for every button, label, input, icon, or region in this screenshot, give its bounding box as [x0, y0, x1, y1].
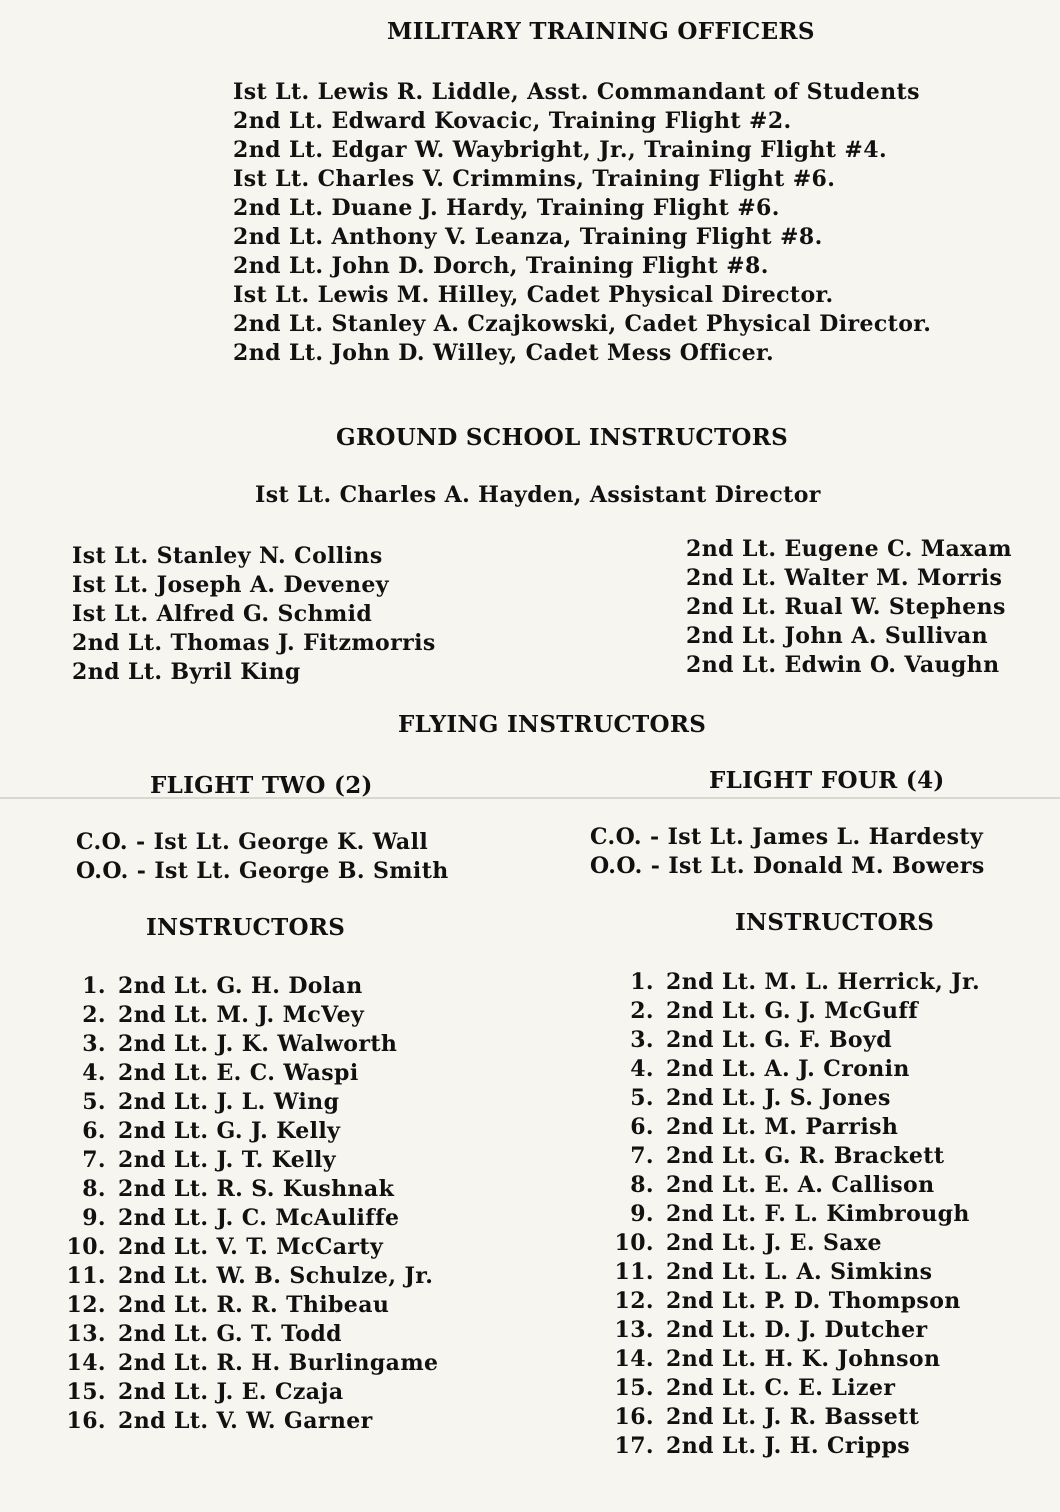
officer-line: 2nd Lt. Edward Kovacic, Training Flight #2.: [233, 108, 792, 134]
ground-instructor: 2nd Lt. Byril King: [72, 659, 301, 685]
list-item: 10. 2nd Lt. J. E. Saxe: [614, 1230, 882, 1256]
list-item: 7. 2nd Lt. G. R. Brackett: [630, 1143, 945, 1169]
flight-four-instructors-heading: INSTRUCTORS: [735, 909, 935, 936]
list-item: 11. 2nd Lt. L. A. Simkins: [614, 1259, 933, 1285]
list-item: 8. 2nd Lt. R. S. Kushnak: [82, 1176, 395, 1202]
flight-two-oo: O.O. - Ist Lt. George B. Smith: [76, 858, 449, 884]
officer-line: 2nd Lt. Stanley A. Czajkowski, Cadet Physical Director.: [233, 311, 932, 337]
list-item: 16. 2nd Lt. J. R. Bassett: [614, 1404, 920, 1430]
flight-two-instructors-heading: INSTRUCTORS: [146, 914, 346, 941]
officer-line: 2nd Lt. Duane J. Hardy, Training Flight #6.: [233, 195, 780, 221]
officer-line: 2nd Lt. Edgar W. Waybright, Jr., Training Flight #4.: [233, 137, 888, 163]
ground-instructor: 2nd Lt. Thomas J. Fitzmorris: [72, 630, 436, 656]
list-item: 13. 2nd Lt. D. J. Dutcher: [614, 1317, 928, 1343]
flight-four-co: C.O. - Ist Lt. James L. Hardesty: [590, 824, 984, 850]
list-item: 11. 2nd Lt. W. B. Schulze, Jr.: [66, 1263, 434, 1289]
ground-school-left-list: [72, 542, 436, 687]
list-item: 3. 2nd Lt. G. F. Boyd: [630, 1027, 892, 1053]
list-item: 15. 2nd Lt. J. E. Czaja: [66, 1379, 344, 1405]
ground-instructor: Ist Lt. Stanley N. Collins: [72, 543, 383, 569]
officer-line: 2nd Lt. John D. Willey, Cadet Mess Officer.: [233, 340, 775, 366]
military-officers-list: [233, 78, 931, 368]
ground-instructor: Ist Lt. Joseph A. Deveney: [72, 572, 389, 598]
military-officers-heading: MILITARY TRAINING OFFICERS: [387, 18, 815, 45]
list-item: 10. 2nd Lt. V. T. McCarty: [66, 1234, 384, 1260]
ground-instructor: 2nd Lt. Rual W. Stephens: [686, 594, 1006, 620]
list-item: 13. 2nd Lt. G. T. Todd: [66, 1321, 342, 1347]
list-item: 3. 2nd Lt. J. K. Walworth: [82, 1031, 398, 1057]
list-item: 1. 2nd Lt. M. L. Herrick, Jr.: [630, 969, 981, 995]
list-item: 6. 2nd Lt. G. J. Kelly: [82, 1118, 341, 1144]
officer-line: Ist Lt. Lewis M. Hilley, Cadet Physical Director.: [233, 282, 834, 308]
list-item: 2. 2nd Lt. G. J. McGuff: [630, 998, 919, 1024]
list-item: 12. 2nd Lt. P. D. Thompson: [614, 1288, 961, 1314]
list-item: 1. 2nd Lt. G. H. Dolan: [82, 973, 363, 999]
flight-four-heading: FLIGHT FOUR (4): [709, 767, 945, 794]
list-item: 2. 2nd Lt. M. J. McVey: [82, 1002, 365, 1028]
list-item: 14. 2nd Lt. H. K. Johnson: [614, 1346, 941, 1372]
list-item: 5. 2nd Lt. J. S. Jones: [630, 1085, 891, 1111]
ground-instructor: 2nd Lt. John A. Sullivan: [686, 623, 989, 649]
officer-line: 2nd Lt. John D. Dorch, Training Flight #8.: [233, 253, 769, 279]
ground-instructor: 2nd Lt. Edwin O. Vaughn: [686, 652, 1000, 678]
flight-four-oo: O.O. - Ist Lt. Donald M. Bowers: [590, 853, 985, 879]
list-item: 4. 2nd Lt. A. J. Cronin: [630, 1056, 910, 1082]
flying-instructors-heading: FLYING INSTRUCTORS: [398, 711, 707, 738]
list-item: 7. 2nd Lt. J. T. Kelly: [82, 1147, 336, 1173]
list-item: 12. 2nd Lt. R. R. Thibeau: [66, 1292, 390, 1318]
officer-line: 2nd Lt. Anthony V. Leanza, Training Flight #8.: [233, 224, 823, 250]
ground-school-director: Ist Lt. Charles A. Hayden, Assistant Director: [255, 482, 821, 508]
list-item: 6. 2nd Lt. M. Parrish: [630, 1114, 899, 1140]
list-item: 9. 2nd Lt. J. C. McAuliffe: [82, 1205, 400, 1231]
list-item: 16. 2nd Lt. V. W. Garner: [66, 1408, 373, 1434]
list-item: 9. 2nd Lt. F. L. Kimbrough: [630, 1201, 970, 1227]
list-item: 17. 2nd Lt. J. H. Cripps: [614, 1433, 911, 1459]
officer-line: Ist Lt. Charles V. Crimmins, Training Flight #6.: [233, 166, 836, 192]
list-item: 15. 2nd Lt. C. E. Lizer: [614, 1375, 896, 1401]
ground-instructor: 2nd Lt. Walter M. Morris: [686, 565, 1003, 591]
list-item: 14. 2nd Lt. R. H. Burlingame: [66, 1350, 439, 1376]
ground-school-heading: GROUND SCHOOL INSTRUCTORS: [336, 424, 789, 451]
flight-two-co: C.O. - Ist Lt. George K. Wall: [76, 829, 429, 855]
flight-four-instructor-list: [608, 968, 980, 1461]
ground-school-right-list: [686, 535, 1012, 680]
ground-instructor: Ist Lt. Alfred G. Schmid: [72, 601, 373, 627]
flight-two-heading: FLIGHT TWO (2): [150, 772, 373, 799]
list-item: 4. 2nd Lt. E. C. Waspi: [82, 1060, 359, 1086]
ground-instructor: 2nd Lt. Eugene C. Maxam: [686, 536, 1012, 562]
list-item: 5. 2nd Lt. J. L. Wing: [82, 1089, 340, 1115]
flight-two-instructor-list: [60, 972, 438, 1436]
officer-line: Ist Lt. Lewis R. Liddle, Asst. Commandant of Students: [233, 79, 920, 105]
list-item: 8. 2nd Lt. E. A. Callison: [630, 1172, 935, 1198]
